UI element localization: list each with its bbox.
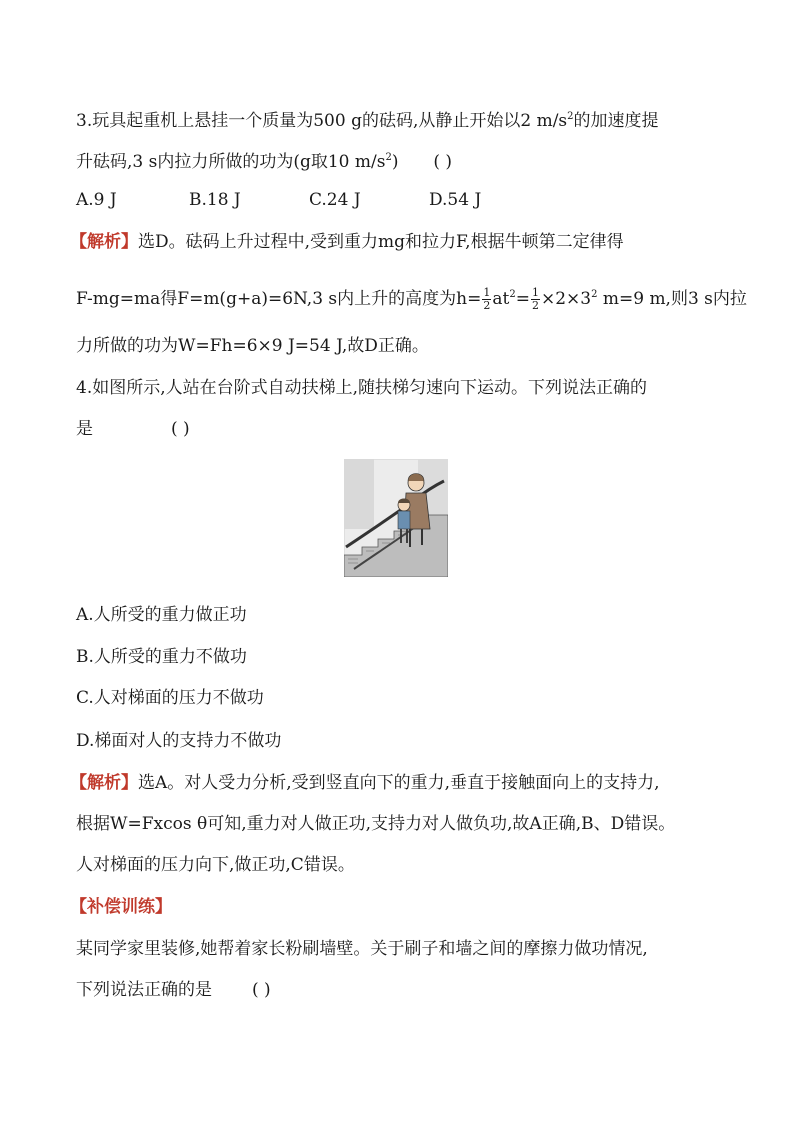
escalator-illustration — [344, 459, 448, 577]
superscript: 2 — [509, 289, 516, 300]
fraction-denominator: 2 — [531, 299, 539, 312]
q4-analysis-line1 — [70, 771, 660, 795]
superscript: 2 — [567, 111, 574, 122]
q4-analysis-line2: 根据W=Fxcos θ可知,重力对人做正功,支持力对人做负功,故A正确,B、D错误。 — [76, 814, 676, 834]
q3-stem-text: ) — [391, 152, 399, 172]
supplement-tag: 【补偿训练】 — [70, 897, 172, 917]
q4-stem-line1: 4.如图所示,人站在台阶式自动扶梯上,随扶梯匀速向下运动。下列说法正确的 — [76, 378, 648, 398]
q3-option-d: D.54 J — [429, 190, 482, 210]
fraction-half — [531, 287, 540, 312]
fraction-numerator: 1 — [483, 286, 491, 299]
analysis-text: at — [492, 289, 510, 309]
fraction-numerator: 1 — [531, 286, 539, 299]
q4-option-b: B.人所受的重力不做功 — [76, 647, 247, 667]
q4-analysis-line3: 人对梯面的压力向下,做正功,C错误。 — [76, 855, 355, 875]
analysis-tag: 【解析】 — [70, 773, 138, 793]
q4-stem-text: 是 — [76, 419, 93, 439]
fraction-denominator: 2 — [483, 299, 491, 312]
analysis-text: 选D。砝码上升过程中,受到重力mg和拉力F,根据牛顿第二定律得 — [138, 232, 624, 252]
analysis-text: F-mg=ma得F=m(g+a)=6N,3 s内上升的高度为h= — [76, 289, 482, 309]
q3-stem-line1 — [76, 105, 659, 133]
q3-option-c: C.24 J — [309, 190, 361, 210]
superscript: 2 — [591, 289, 598, 300]
q3-stem-text: 3.玩具起重机上悬挂一个质量为500 g的砝码,从静止开始以2 m/s — [76, 111, 568, 131]
q4-stem-line2 — [76, 417, 190, 441]
supplement-line2 — [76, 978, 271, 1002]
analysis-text: ×2×3 — [540, 289, 592, 309]
analysis-text: m=9 m,则3 s内拉 — [597, 289, 747, 309]
supplement-text: 下列说法正确的是 — [76, 980, 212, 1000]
analysis-tag: 【解析】 — [70, 232, 138, 252]
q4-option-c: C.人对梯面的压力不做功 — [76, 688, 264, 708]
fraction-half — [482, 287, 491, 312]
superscript: 2 — [385, 152, 392, 163]
q4-option-d: D.梯面对人的支持力不做功 — [76, 731, 282, 751]
q4-option-a: A.人所受的重力做正功 — [76, 605, 247, 625]
analysis-text: = — [515, 289, 530, 309]
q3-stem-text: 升砝码,3 s内拉力所做的功为(g取10 m/s — [76, 152, 386, 172]
q3-analysis-line2 — [76, 283, 747, 312]
answer-bracket: ( ) — [252, 980, 271, 1000]
q3-option-a: A.9 J — [76, 190, 117, 210]
q3-analysis-line3: 力所做的功为W=Fh=6×9 J=54 J,故D正确。 — [76, 336, 429, 356]
q3-stem-line2 — [76, 146, 452, 174]
answer-bracket: ( ) — [171, 419, 190, 439]
q3-stem-text: 的加速度提 — [573, 111, 659, 131]
answer-bracket: ( ) — [433, 152, 452, 172]
supplement-line1: 某同学家里装修,她帮着家长粉刷墙壁。关于刷子和墙之间的摩擦力做功情况, — [76, 939, 648, 959]
analysis-text: 选A。对人受力分析,受到竖直向下的重力,垂直于接触面向上的支持力, — [138, 773, 660, 793]
q3-analysis-line1 — [70, 230, 624, 254]
q3-option-b: B.18 J — [189, 190, 241, 210]
